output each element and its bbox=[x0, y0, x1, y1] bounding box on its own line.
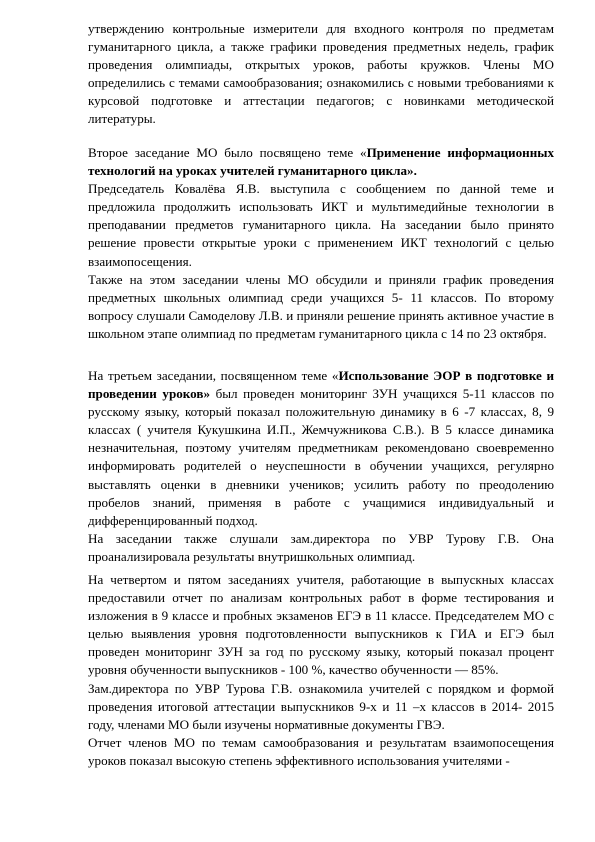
third-meeting-intro: На третьем заседании, посвященном теме « bbox=[88, 368, 339, 383]
second-meeting-intro: Второе заседание МО было посвящено теме « bbox=[88, 145, 367, 160]
paragraph-third-meeting bbox=[88, 367, 554, 530]
second-meeting-topic-title: Применение информационных технологий на уроках учителей гуманитарного цикла». bbox=[88, 145, 555, 179]
paragraph-graduate-monitoring: На четвертом и пятом заседаниях учителя, работающие в выпускных классах предоставили отчет по анализам контрольных работ в форме тестирования и изложения в 9 классе и пробных экзаменов ЕГЭ в 11 классе. Председателем МО с целью выявления уровня подготовленности выпускников к ГИА и ЕГЭ был проведен мониторинг ЗУН за год по русскому языку, который показал процент уровня обученности выпускников - 100 %, качество обученности — 85%. bbox=[88, 572, 554, 678]
paragraph-chair-report: Председатель Ковалёва Я.В. выступила с сообщением по данной теме и предложила продолжить использовать ИКТ и мультимедийные технологии в преподавании предметов гуманитарного цикла. На заседании было принято решение провести открытые уроки с применением ИКТ технологий с целью взаимопосещения. bbox=[88, 181, 554, 269]
paragraph-second-meeting-topic bbox=[88, 144, 554, 180]
paragraph-olympiad-results: На заседании также слушали зам.директора по УВР Турову Г.В. Она проанализировала результаты внутришкольных олимпиад. bbox=[88, 530, 554, 564]
paragraph-final-attestation: Зам.директора по УВР Турова Г.В. ознакомила учителей с порядком и формой проведения итоговой аттестации выпускников 9-х и 11 –х классов в 2014- 2015 году, членами МО были изучены нормативные документы ГВЭ. bbox=[88, 680, 554, 732]
paragraph-olympiad-schedule: Также на этом заседании члены МО обсудили и приняли график проведения предметных школьных олимпиад среди учащихся 5- 11 классов. По второму вопросу слушали Самоделову Л.В. и приняли решение принять активное участие в школьном этапе олимпиад по предметам гуманитарного цикла с 14 по 23 октября. bbox=[88, 271, 554, 341]
third-meeting-topic-title: Использование ЭОР в подготовке и проведении уроков» bbox=[88, 368, 554, 402]
text-block-third-meeting bbox=[88, 367, 554, 566]
paragraph-self-education-report: Отчет членов МО по темам самообразования и результатам взаимопосещения уроков показал высокую степень эффективного использования учителями - bbox=[88, 734, 554, 768]
text-block-intro bbox=[88, 20, 554, 129]
text-block-second-meeting bbox=[88, 144, 554, 343]
third-meeting-body: был проведен мониторинг ЗУН учащихся 5-11 классов по русскому языку, который показал положительную динамику в 6 -7 классах, 8, 9 классах ( учителя Кукушкина И.П., Жемчужникова С.В.). В 5 классе динамика незначительная, поэтому учителям предметникам рекомендовано своевременно информировать родителей о неуспешности в обучении учащихся, регулярно выставлять оценки в дневники учеников; усилить работу по преодолению пробелов знаний, применяя в работе с учащимися индивидуальный и дифференцированный подход. bbox=[88, 386, 554, 528]
paragraph-methodical-plans: утверждению контрольные измерители для входного контроля по предметам гуманитарного цикла, а также графики проведения предметных недель, график проведения олимпиады, открытых уроков, работы кружков. Члены МО определились с темами самообразования; ознакомились с новыми требованиями к курсовой подготовке и аттестации педагогов; с новинками методической литературы. bbox=[88, 21, 554, 127]
text-block-fourth-fifth-meetings bbox=[88, 571, 554, 770]
